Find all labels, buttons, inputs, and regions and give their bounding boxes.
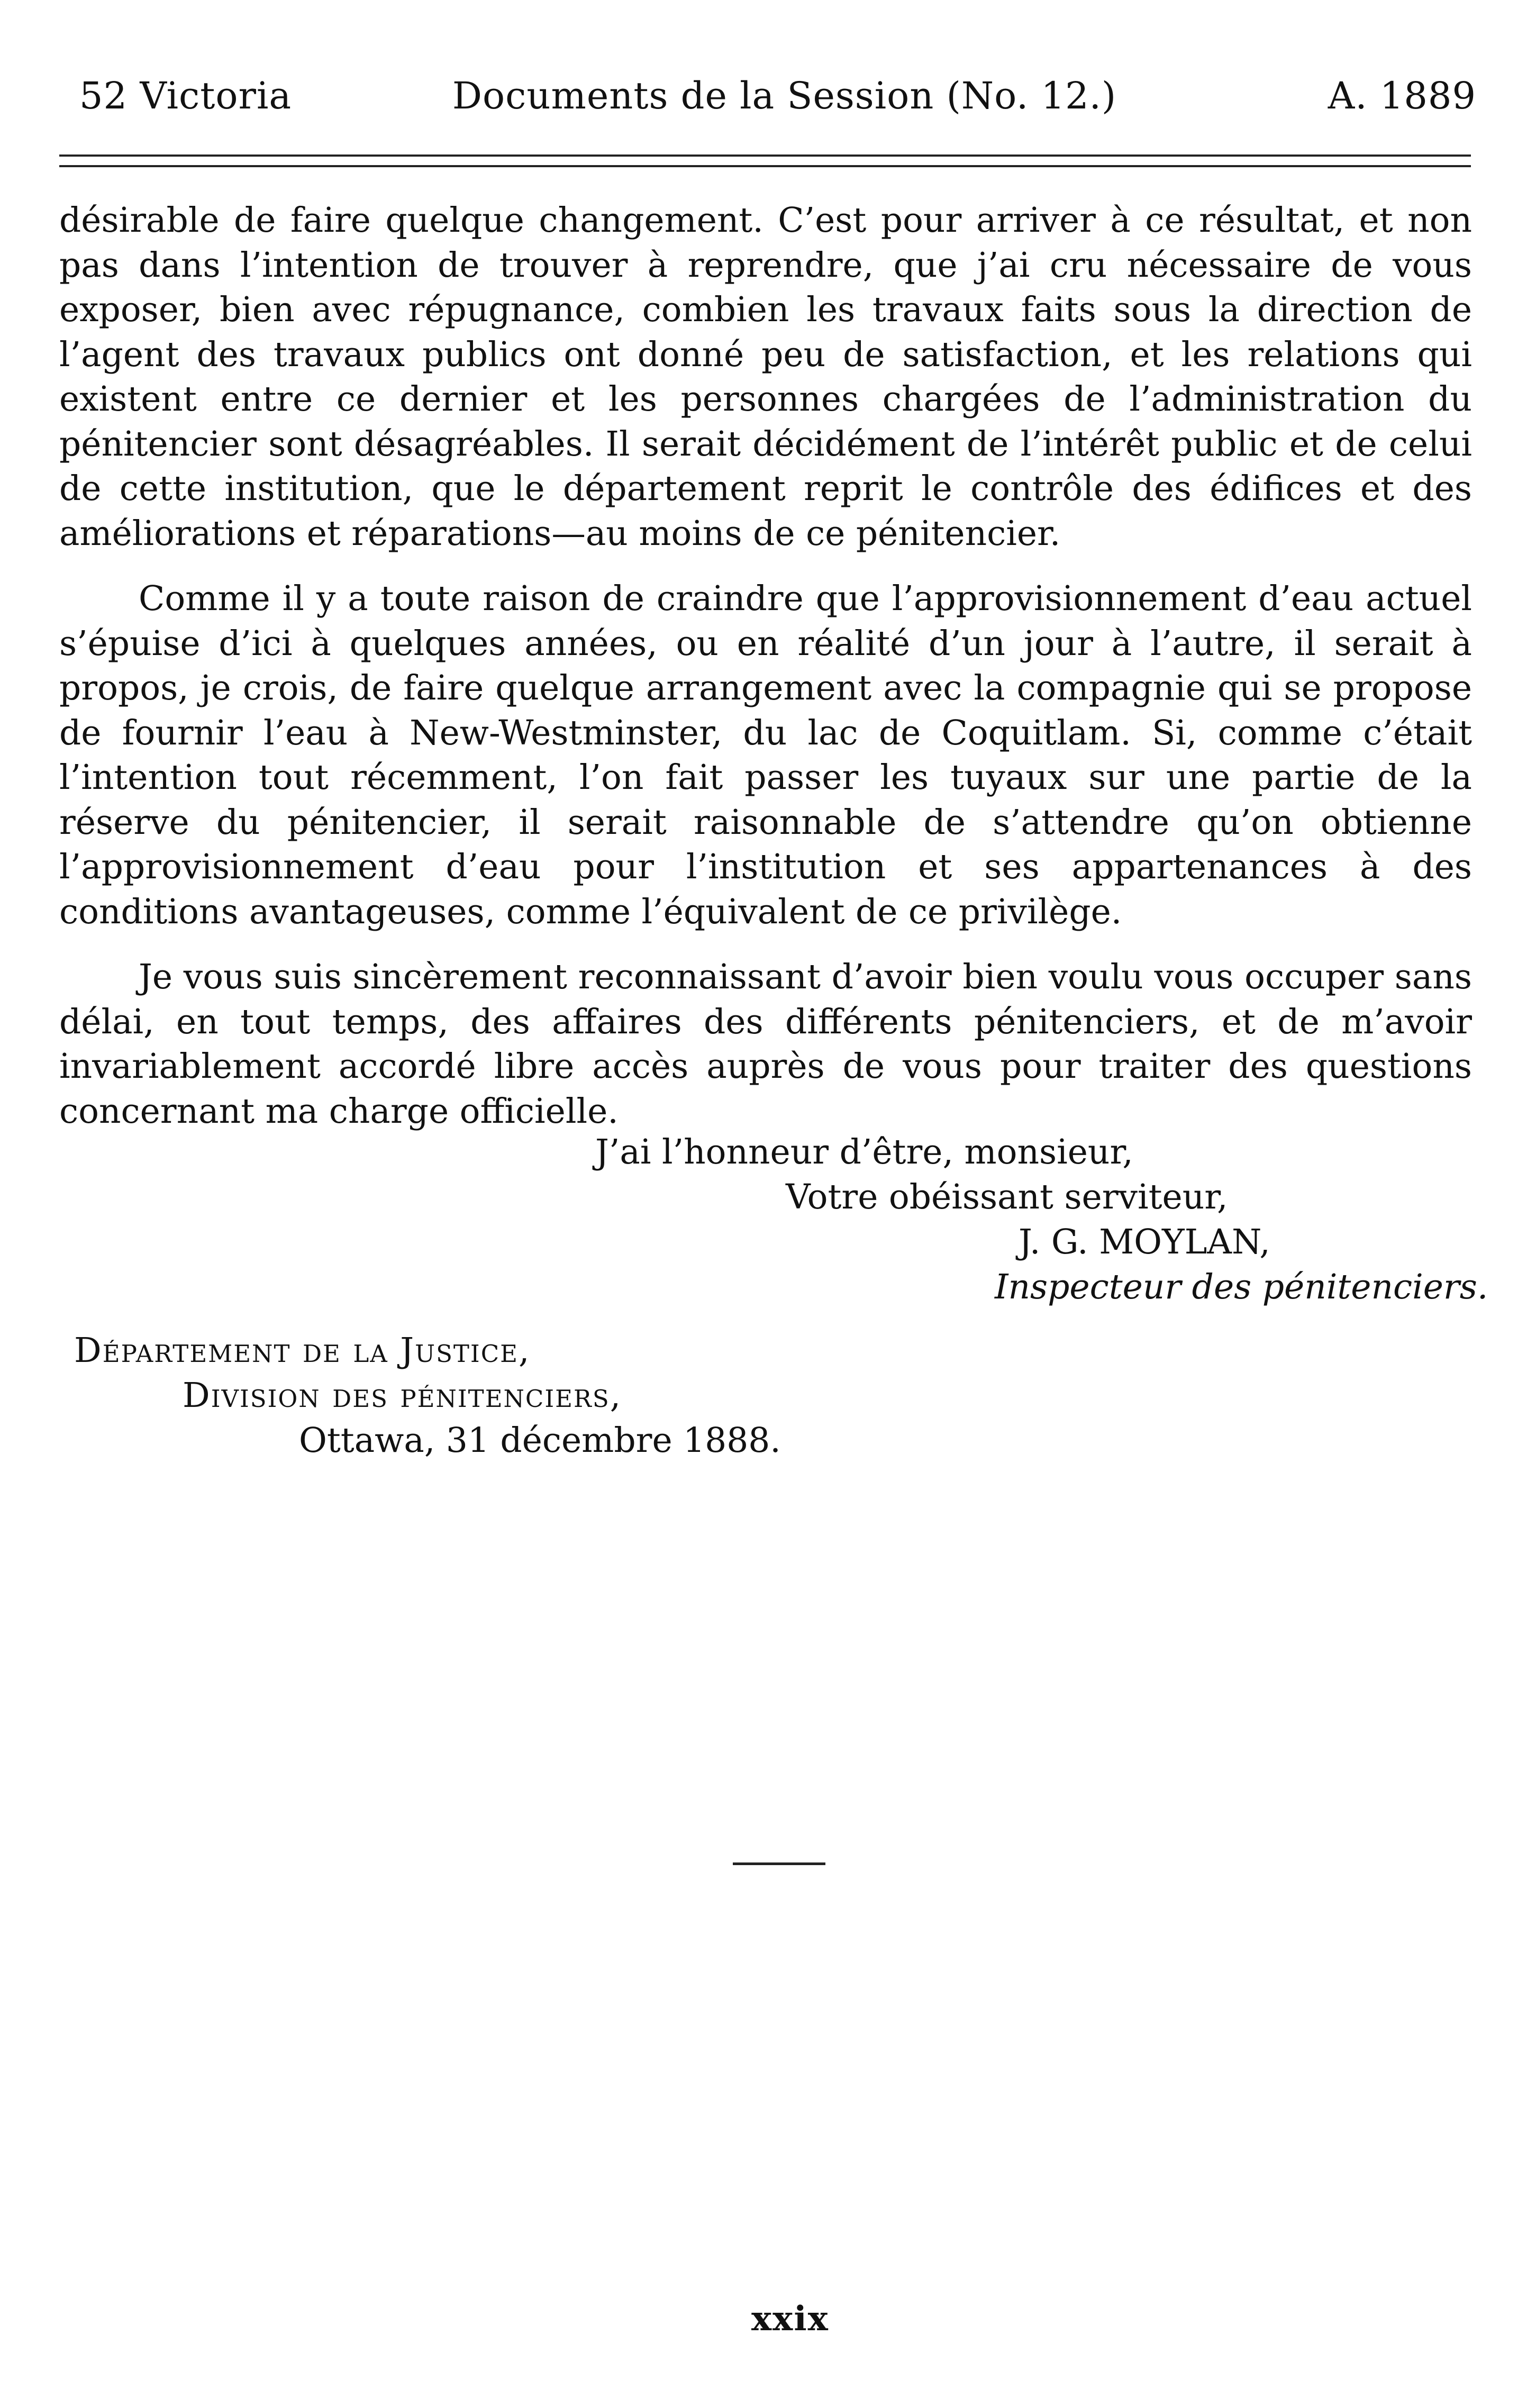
section-divider <box>733 1862 825 1865</box>
closing-salutation: J’ai l’honneur d’être, monsieur, <box>595 1132 1133 1172</box>
paragraph-text: désirable de faire quelque changement. C’est pour arriver à ce résultat, et non pas dans l’intention de trouver à reprendre, que j’ai cru nécessaire de vous exposer, bien avec répugnance, combien les travaux faits sous la direction de l’agent des travaux publics ont donné peu de satisfaction, et les relations qui existent entre ce dernier et les personnes chargées de l’administration du pénitencier sont désagréables. Il serait décidément de l’intérêt public et de celui de cette institution, que le département reprit le contrôle des édifices et des améliorations et réparations—au moins de ce pénitencier. <box>59 201 1472 553</box>
address-division: Division des pénitenciers, <box>183 1376 622 1415</box>
address-place-date: Ottawa, 31 décembre 1888. <box>299 1421 781 1460</box>
paragraph-text: Comme il y a toute raison de craindre que l’approvisionnement d’eau actuel s’épuise d’ici à quelques années, ou en réalité d’un jour à l’autre, il serait à propos, je crois, de faire quelque arrangement avec la compagnie qui se propose de fournir l’eau à New-Westminster, du lac de Coquitlam. Si, comme c’était l’intention tout récemment, l’on fait passer les tuyaux sur une partie de la réserve du pénitencier, il serait raisonnable de s’attendre qu’on obtienne l’approvisionnement d’eau pour l’institution et ses appartenances à des conditions avantageuses, comme l’équivalent de ce privilège. <box>59 579 1472 932</box>
paragraph-text: Je vous suis sincèrement reconnaissant d’avoir bien voulu vous occuper sans délai, en tout temps, des affaires des différents pénitenciers, et de m’avoir invariablement accordé libre accès auprès de vous pour traiter des questions concernant ma charge officielle. <box>59 957 1472 1131</box>
header-rule-bottom <box>59 165 1471 167</box>
page-number: xxix <box>751 2299 829 2339</box>
closing-valediction: Votre obéissant serviteur, <box>786 1177 1228 1217</box>
paragraph-1 <box>59 198 1472 556</box>
header-title: Documents de la Session (No. 12.) <box>452 74 1117 117</box>
paragraph-3 <box>59 955 1472 1134</box>
header-year: A. 1889 <box>1328 74 1476 117</box>
header-rule-top <box>59 155 1471 157</box>
running-header <box>79 74 1476 122</box>
paragraph-2 <box>59 577 1472 934</box>
signatory-name: J. G. MOYLAN, <box>1019 1222 1270 1262</box>
header-volume: 52 Victoria <box>79 74 292 117</box>
signatory-title: Inspecteur des pénitenciers. <box>995 1267 1488 1307</box>
address-department: Département de la Justice, <box>74 1331 531 1370</box>
